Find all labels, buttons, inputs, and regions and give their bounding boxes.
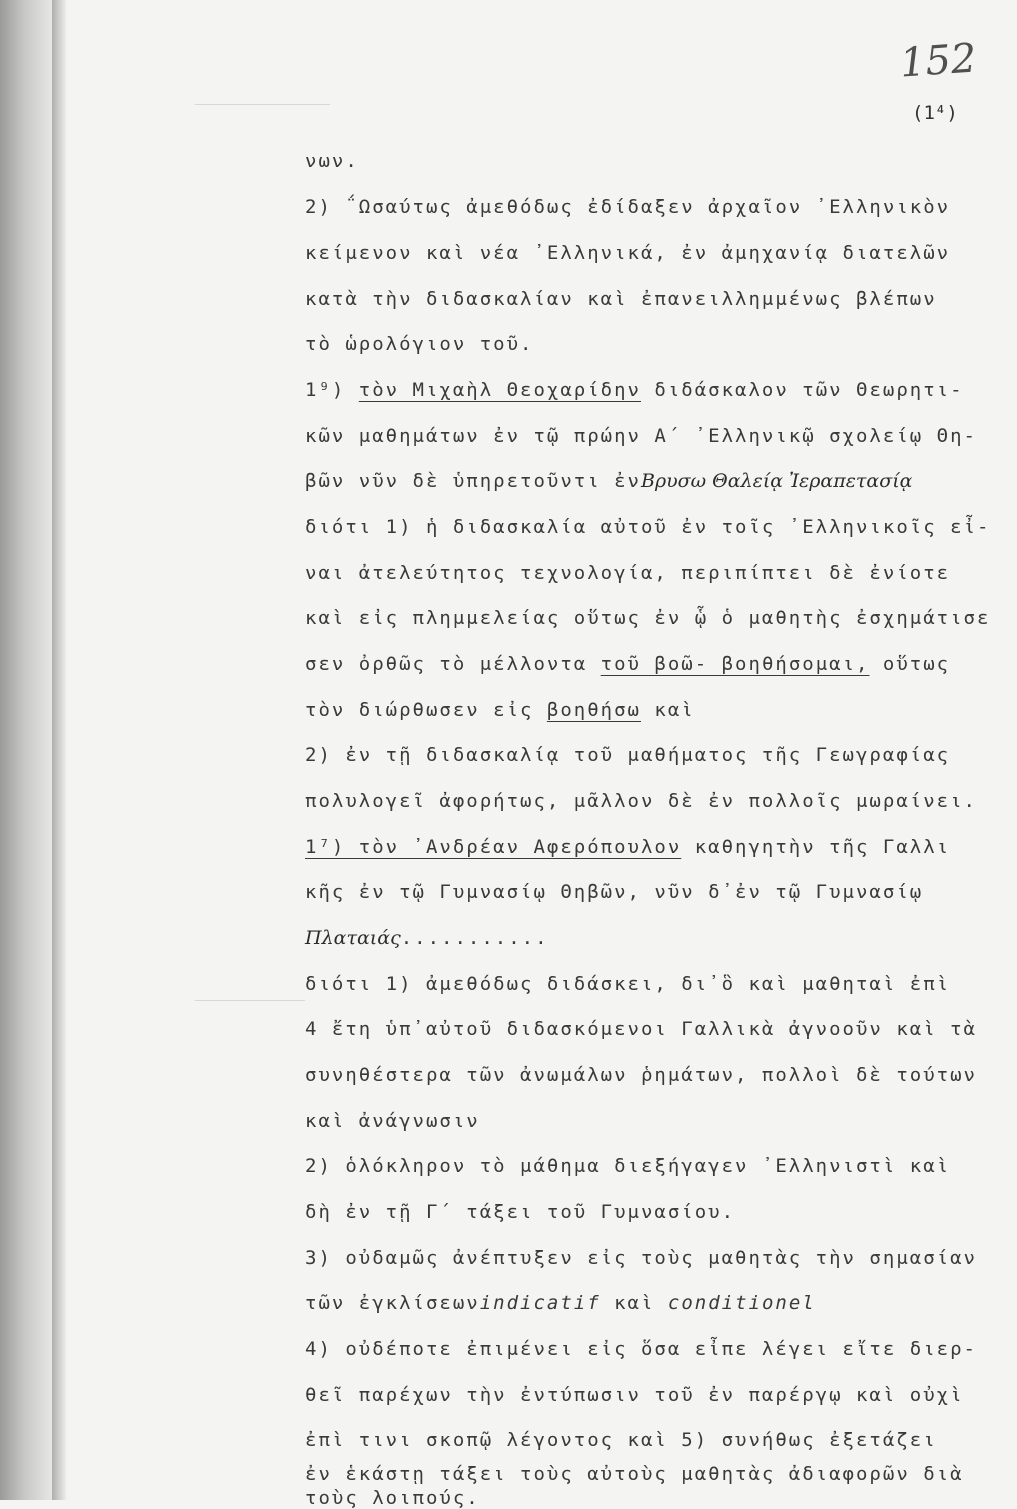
text-line: 4 ἔτη ὑπ᾿αὐτοῦ διδασκόμενοι Γαλλικὰ ἀγνοοῦν καὶ τὰ [305, 1018, 977, 1040]
scan-edge-strip [52, 0, 66, 1500]
text-line: δὴ ἐν τῇ Γ΄ τάξει τοῦ Γυμνασίου. [305, 1201, 736, 1223]
text-line: τοὺς λοιπούς. [305, 1487, 480, 1509]
text-line: νων. [305, 150, 359, 172]
text-line: ναι ἀτελεύτητος τεχνολογία, περιπίπτει δὲ ἐνίοτε [305, 562, 951, 584]
text-line: καὶ ἀνάγνωσιν [305, 1110, 480, 1132]
text-line: ἐν ἑκάστῃ τάξει τοὺς αὐτοὺς μαθητὰς ἀδιαφορῶν διὰ [305, 1463, 964, 1485]
text-line: κείμενον καὶ νέα ᾿Ελληνικά, ἐν ἀμηχανίᾳ διατελῶν [305, 242, 951, 264]
text-line: κῆς ἐν τῷ Γυμνασίῳ Θηβῶν, νῦν δ᾿ἐν τῷ Γυμνασίῳ [305, 881, 924, 903]
underlined-name: τὸν Μιχαὴλ Θεοχαρίδην [358, 379, 641, 401]
text-line: θεῖ παρέχων τὴν ἐντύπωσιν τοῦ ἐν παρέργῳ καὶ οὐχὶ [305, 1384, 964, 1406]
bleed-through-rule [195, 1000, 305, 1001]
text-line: τὸ ὡρολόγιον τοῦ. [305, 333, 534, 355]
text-line: τῶν ἐγκλίσεωνindicatif καὶ conditionel [305, 1292, 816, 1314]
italic-term: indicatif [479, 1292, 601, 1314]
underlined-phrase: βοηθήσω [546, 699, 641, 721]
italic-term: conditionel [667, 1292, 816, 1314]
text-line: 2) ὁλόκληρον τὸ μάθημα διεξήγαγεν ᾿Ελληνιστὶ καὶ [305, 1155, 951, 1177]
text-line: 3) οὐδαμῶς ἀνέπτυξεν εἰς τοὺς μαθητὰς τὴν σημασίαν [305, 1247, 977, 1269]
text-line: 4) οὐδέποτε ἐπιμένει εἰς ὅσα εἶπε λέγει εἴτε διερ- [305, 1338, 977, 1360]
bleed-through-rule [195, 104, 330, 105]
text-line: 1⁹) τὸν Μιχαὴλ Θεοχαρίδην διδάσκαλον τῶν Θεωρητι- [305, 379, 964, 401]
underlined-name: 1⁷) τὸν ᾿Ανδρέαν Αφερόπουλον [305, 836, 682, 858]
handwritten-insertion: Πλαταιάς [305, 927, 401, 949]
text-line: καὶ εἰς πλημμελείας οὕτως ἐν ᾧ ὁ μαθητὴς ἐσχημάτισε [305, 607, 991, 629]
folio-number: 152 [898, 35, 978, 87]
text-line: κῶν μαθημάτων ἐν τῷ πρώην Α΄ ᾿Ελληνικῷ σχολείῳ Θη- [305, 425, 977, 447]
text-line: σεν ὀρθῶς τὸ μέλλοντα τοῦ βοῶ- βοηθήσομαι, οὕτως [305, 653, 951, 675]
text-line: συνηθέστερα τῶν ἀνωμάλων ῥημάτων, πολλοὶ δὲ τούτων [305, 1064, 977, 1086]
text-line: 2) ΅Ωσαύτως ἀμεθόδως ἐδίδαξεν ἀρχαῖον ᾿Ελληνικὸν [305, 196, 951, 218]
underlined-phrase: τοῦ βοῶ- βοηθήσομαι, [600, 653, 870, 675]
text-line: 2) ἐν τῇ διδασκαλίᾳ τοῦ μαθήματος τῆς Γεωγραφίας [305, 744, 951, 766]
text-line: διότι 1) ἀμεθόδως διδάσκει, δι᾿ὃ καὶ μαθηταὶ ἐπὶ [305, 973, 951, 995]
text-line: Πλαταιάς........... [305, 927, 549, 949]
text-line: πολυλογεῖ ἀφορήτως, μᾶλλον δὲ ἐν πολλοῖς μωραίνει. [305, 790, 977, 812]
text-line: κατὰ τὴν διδασκαλίαν καὶ ἐπανειλλημμένως βλέπων [305, 288, 937, 310]
text-line: διότι 1) ἡ διδασκαλία αὐτοῦ ἐν τοῖς ᾿Ελληνικοῖς εἶ- [305, 516, 991, 538]
text-line: 1⁷) τὸν ᾿Ανδρέαν Αφερόπουλον καθηγητὴν τῆς Γαλλι [305, 836, 951, 858]
handwritten-insertion: Βρυσω Θαλείᾳ Ἰεραπετασίᾳ [640, 470, 913, 492]
text-line: τὸν διώρθωσεν εἰς βοηθήσω καὶ [305, 699, 695, 721]
page-number: (1⁴) [912, 102, 958, 124]
text-line: βῶν νῦν δὲ ὑπηρετοῦντι ἐνΒρυσω Θαλείᾳ Ἰεραπετασίᾳ [305, 470, 913, 492]
text-line: ἐπὶ τινι σκοπῷ λέγοντος καὶ 5) συνήθως ἐξετάζει [305, 1429, 937, 1451]
